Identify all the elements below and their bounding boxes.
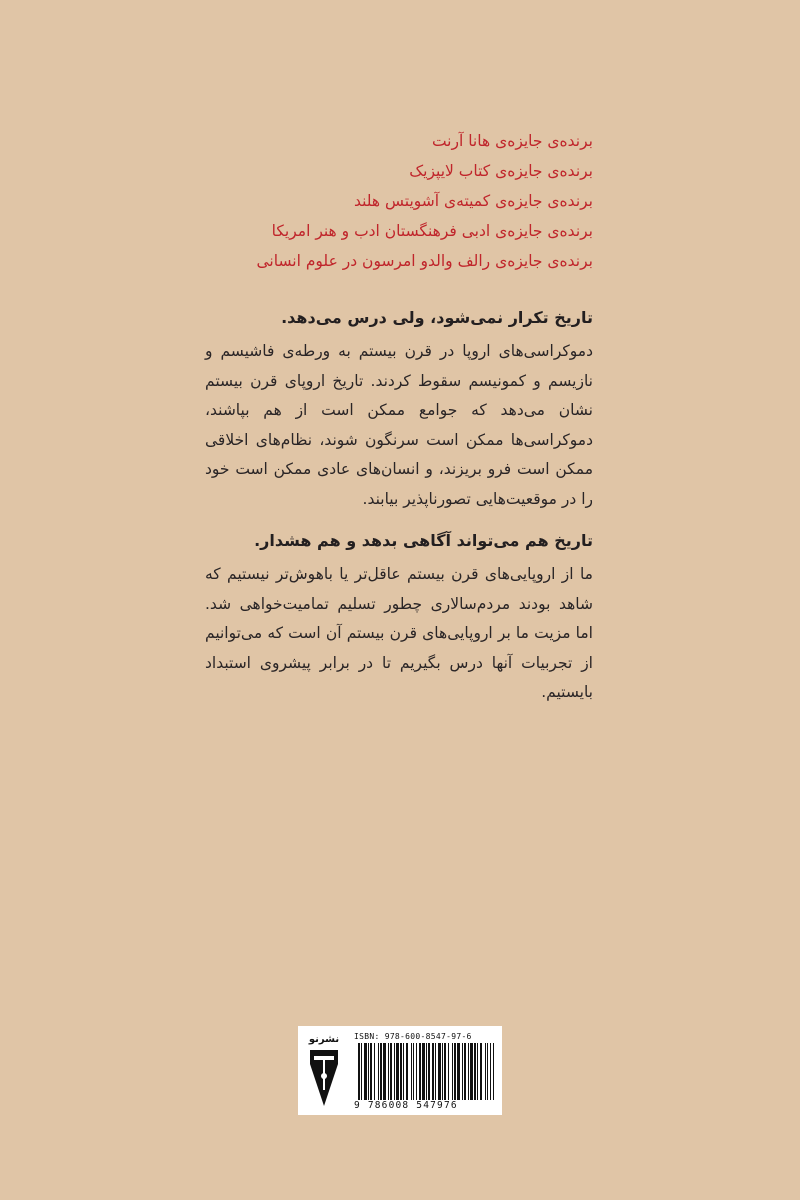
barcode-bar bbox=[487, 1043, 488, 1100]
section-body-2: ما از اروپایی‌های قرن بیستم عاقل‌تر یا باهوش‌تر نیستیم که شاهد بودند مردم‌سالاری چطور تسلیم تمامیت‌خواهی شد. اما مزیت ما بر اروپایی‌های قرن بیستم آن است که می‌توانیم از تجربیات آنها درس بگیریم تا در برابر پیشروی استبداد بایستیم. bbox=[205, 565, 593, 701]
award-item: برنده‌ی جایزه‌ی رالف والدو امرسون در علوم انسانی bbox=[256, 252, 593, 270]
publisher-name: نشرنو bbox=[308, 1034, 340, 1045]
award-item: برنده‌ی جایزه‌ی ادبی فرهنگستان ادب و هنر امریکا bbox=[271, 222, 593, 240]
barcode-bar bbox=[464, 1043, 466, 1100]
barcode-bar bbox=[444, 1043, 446, 1100]
barcode-bar bbox=[394, 1043, 395, 1100]
barcode-bar bbox=[432, 1043, 434, 1100]
award-item: برنده‌ی جایزه‌ی هانا آرنت bbox=[431, 132, 593, 150]
barcode-bar bbox=[438, 1043, 441, 1100]
back-cover-text bbox=[205, 126, 593, 708]
barcode-bar bbox=[364, 1043, 367, 1100]
barcode-bar bbox=[416, 1043, 417, 1100]
barcode bbox=[358, 1043, 494, 1100]
barcode-bar bbox=[493, 1043, 494, 1100]
barcode-bar bbox=[411, 1043, 412, 1100]
section-body-1: دموکراسی‌های اروپا در قرن بیستم به ورطه‌ی فاشیسم و نازیسم و کمونیسم سقوط کردند. تاریخ اروپای قرن بیستم نشان می‌دهد که جوامع ممکن است از هم بپاشند، دموکراسی‌ها ممکن است سرنگون شوند، نظام‌های اخلاقی ممکن است فرو بریزند، و انسان‌های عادی ممکن است خود را در موقعیت‌هایی تصورناپذیر بیابند. bbox=[205, 342, 593, 508]
award-item: برنده‌ی جایزه‌ی کتاب لایپزیک bbox=[409, 162, 593, 180]
barcode-bar bbox=[419, 1043, 421, 1100]
publisher-logo bbox=[306, 1034, 342, 1108]
barcode-bar bbox=[462, 1043, 463, 1100]
barcode-bar bbox=[457, 1043, 460, 1100]
barcode-digits: 9 786008 547976 bbox=[354, 1100, 458, 1111]
barcode-bar bbox=[422, 1043, 425, 1100]
barcode-bar bbox=[390, 1043, 392, 1100]
barcode-bar bbox=[370, 1043, 372, 1100]
barcode-bar bbox=[474, 1043, 476, 1100]
barcode-bar bbox=[468, 1043, 469, 1100]
barcode-bar bbox=[480, 1043, 482, 1100]
barcode-bar bbox=[403, 1043, 404, 1100]
barcode-bar bbox=[435, 1043, 436, 1100]
barcode-bar bbox=[413, 1043, 414, 1100]
pen-nib-icon bbox=[306, 1034, 342, 1108]
section-heading-1: تاریخ تکرار نمی‌شود، ولی درس می‌دهد. bbox=[281, 308, 593, 327]
barcode-bar bbox=[361, 1043, 362, 1100]
barcode-bar bbox=[426, 1043, 427, 1100]
isbn-text: ISBN: 978-600-8547-97-6 bbox=[354, 1032, 472, 1041]
barcode-bar bbox=[406, 1043, 408, 1100]
isbn-label bbox=[298, 1026, 502, 1115]
barcode-bar bbox=[428, 1043, 430, 1100]
section-heading-2: تاریخ هم می‌تواند آگاهی بدهد و هم هشدار. bbox=[254, 531, 593, 550]
barcode-bar bbox=[396, 1043, 399, 1100]
barcode-bar bbox=[400, 1043, 402, 1100]
barcode-bar bbox=[452, 1043, 453, 1100]
barcode-bar bbox=[368, 1043, 369, 1100]
barcode-bar bbox=[448, 1043, 449, 1100]
barcode-bar bbox=[477, 1043, 478, 1100]
barcode-bar bbox=[378, 1043, 379, 1100]
barcode-bar bbox=[490, 1043, 491, 1100]
barcode-bar bbox=[380, 1043, 382, 1100]
barcode-bar bbox=[485, 1043, 486, 1100]
barcode-bar bbox=[374, 1043, 375, 1100]
barcode-bar bbox=[470, 1043, 473, 1100]
barcode-bar bbox=[358, 1043, 360, 1100]
barcode-bar bbox=[442, 1043, 443, 1100]
award-item: برنده‌ی جایزه‌ی کمیته‌ی آشویتس هلند bbox=[353, 192, 593, 210]
awards-list bbox=[205, 126, 593, 276]
barcode-bar bbox=[388, 1043, 389, 1100]
barcode-bar bbox=[383, 1043, 386, 1100]
barcode-bar bbox=[454, 1043, 456, 1100]
